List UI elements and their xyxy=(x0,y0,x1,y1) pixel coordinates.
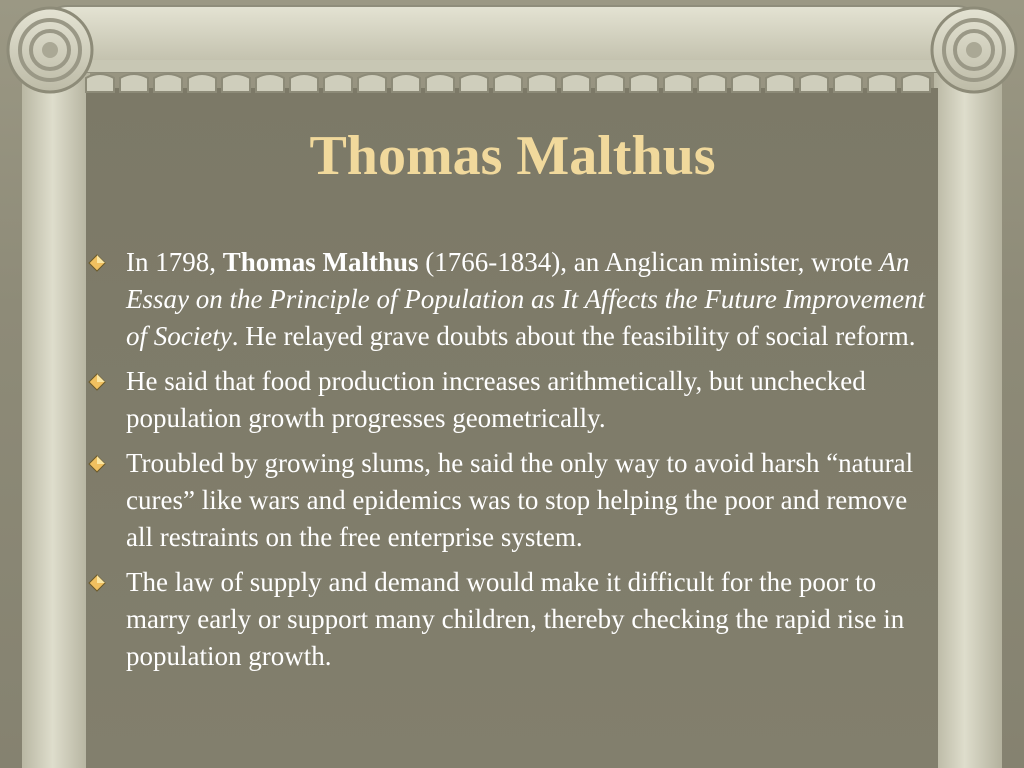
bullet-item xyxy=(86,363,936,437)
left-pillar xyxy=(22,70,90,768)
bullet-text-3: Troubled by growing slums, he said the only way to avoid harsh “natural cures” like wars and epidemics was to stop helping the poor and remove all restraints on the free enterprise system. xyxy=(126,448,914,552)
bullet-segment-italic: An Essay on the Principle of Population as It Affects the Future Improvement of Society xyxy=(126,247,926,351)
bullet-item xyxy=(86,445,936,556)
bullet-item xyxy=(86,244,936,355)
bullet-segment-bold: Thomas Malthus xyxy=(222,247,419,277)
slide-title: Thomas Malthus xyxy=(309,125,716,187)
dentil-row xyxy=(86,74,930,92)
right-volute-icon xyxy=(932,8,1016,92)
bullet-text-1 xyxy=(126,247,925,351)
diamond-bullet-icon xyxy=(88,574,106,592)
diamond-bullet-icon xyxy=(88,373,106,391)
left-volute-icon xyxy=(8,8,92,92)
right-pillar xyxy=(934,70,1002,768)
bullet-segment: (1766-1834), an Anglican minister, wrote xyxy=(418,247,880,277)
bullet-text-2: He said that food production increases arithmetically, but unchecked population growth progresses geometrically. xyxy=(126,366,866,433)
diamond-bullet-icon xyxy=(88,254,106,272)
diamond-bullet-icon xyxy=(88,455,106,473)
bullet-text-4: The law of supply and demand would make it difficult for the poor to marry early or support many children, thereby checking the rapid rise in population growth. xyxy=(126,567,905,671)
bullet-item xyxy=(86,564,936,675)
bullet-segment: . He relayed grave doubts about the feasibility of social reform. xyxy=(231,321,916,351)
bullet-list xyxy=(86,244,936,683)
bullet-segment: In 1798, xyxy=(126,247,223,277)
